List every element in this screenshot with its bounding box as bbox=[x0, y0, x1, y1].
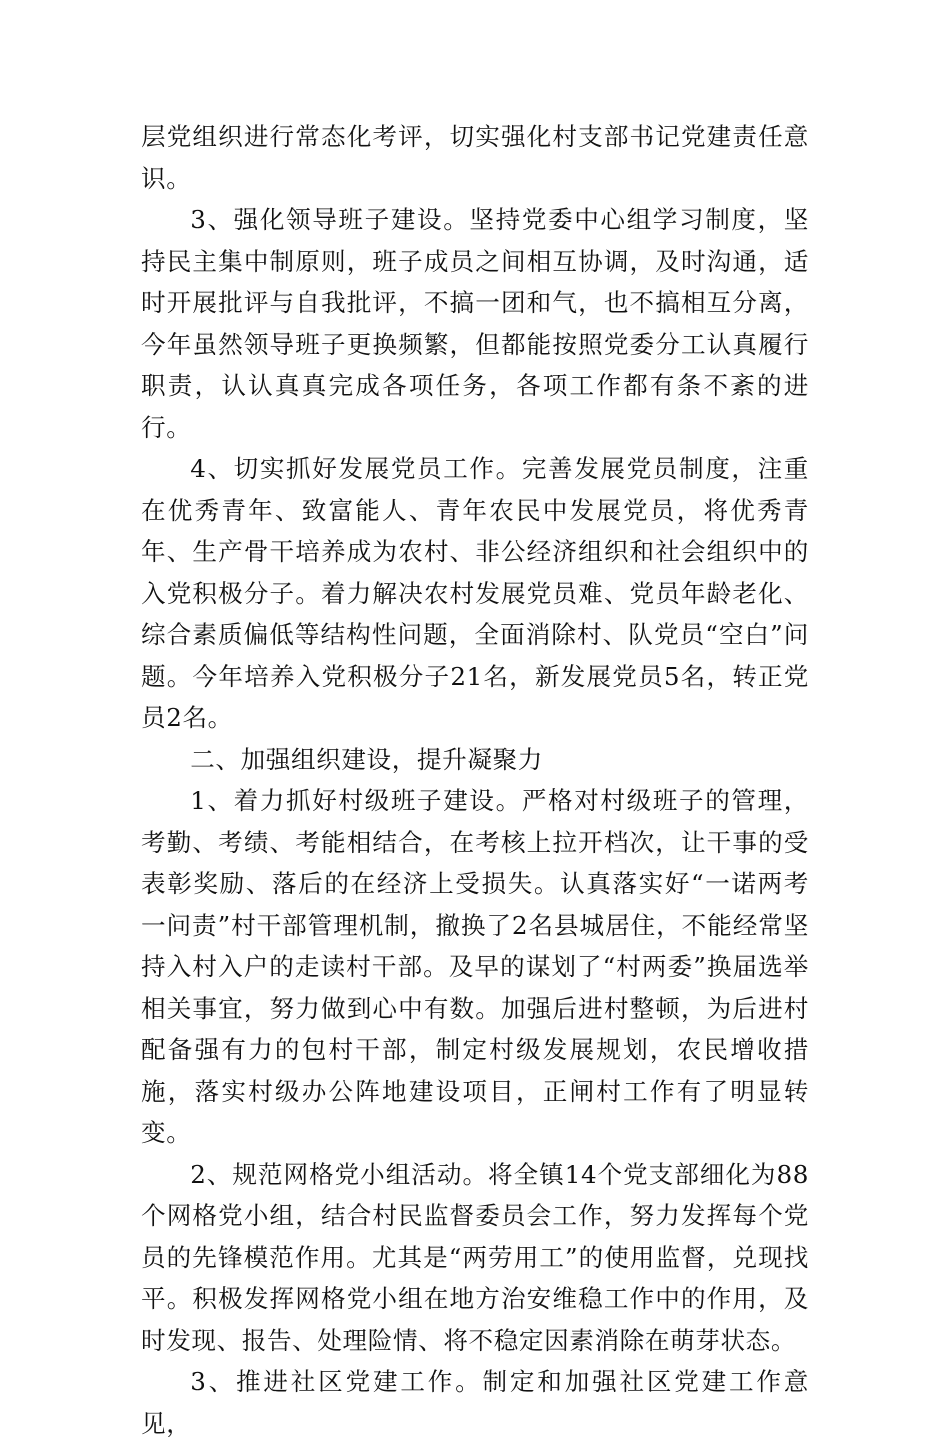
paragraph-continuation: 层党组织进行常态化考评，切实强化村支部书记党建责任意识。 bbox=[141, 122, 809, 193]
paragraph-grid-party-groups: 2、规范网格党小组活动。将全镇14个党支部细化为88个网格党小组，结合村民监督委员会工作，努力发挥每个党员的先锋模范作用。尤其是“两劳用工”的使用监督，兑现找平。积极发挥网格党小组在地方治安维稳工作中的作用，及时发现、报告、处理险情、将不稳定因素消除在萌芽状态。 bbox=[141, 1159, 809, 1355]
paragraph-party-member-development: 4、切实抓好发展党员工作。完善发展党员制度，注重在优秀青年、致富能人、青年农民中发展党员，将优秀青年、生产骨干培养成为农村、非公经济组织和社会组织中的入党积极分子。着力解决农村发展党员难、党员年龄老化、综合素质偏低等结构性问题，全面消除村、队党员“空白”问题。今年培养入党积极分子21名，新发展党员5名，转正党员2名。 bbox=[141, 454, 809, 732]
document-body bbox=[141, 116, 809, 1444]
paragraph-village-team: 1、着力抓好村级班子建设。严格对村级班子的管理，考勤、考绩、考能相结合，在考核上拉开档次，让干事的受表彰奖励、落后的在经济上受损失。认真落实好“一诺两考一问责”村干部管理机制，撤换了2名县城居住，不能经常坚持入村入户的走读村干部。及早的谋划了“村两委”换届选举相关事宜，努力做到心中有数。加强后进村整顿，为后进村配备强有力的包村干部，制定村级发展规划，农民增收措施，落实村级办公阵地建设项目，正闸村工作有了明显转变。 bbox=[141, 786, 809, 1147]
paragraph-leadership-team: 3、强化领导班子建设。坚持党委中心组学习制度，坚持民主集中制原则，班子成员之间相互协调，及时沟通，适时开展批评与自我批评，不搞一团和气，也不搞相互分离，今年虽然领导班子更换频繁，但都能按照党委分工认真履行职责，认认真真完成各项任务，各项工作都有条不紊的进行。 bbox=[141, 205, 809, 442]
paragraph-community-party: 3、推进社区党建工作。制定和加强社区党建工作意见， bbox=[141, 1367, 809, 1438]
section-heading-organization: 二、加强组织建设，提升凝聚力 bbox=[190, 744, 543, 774]
